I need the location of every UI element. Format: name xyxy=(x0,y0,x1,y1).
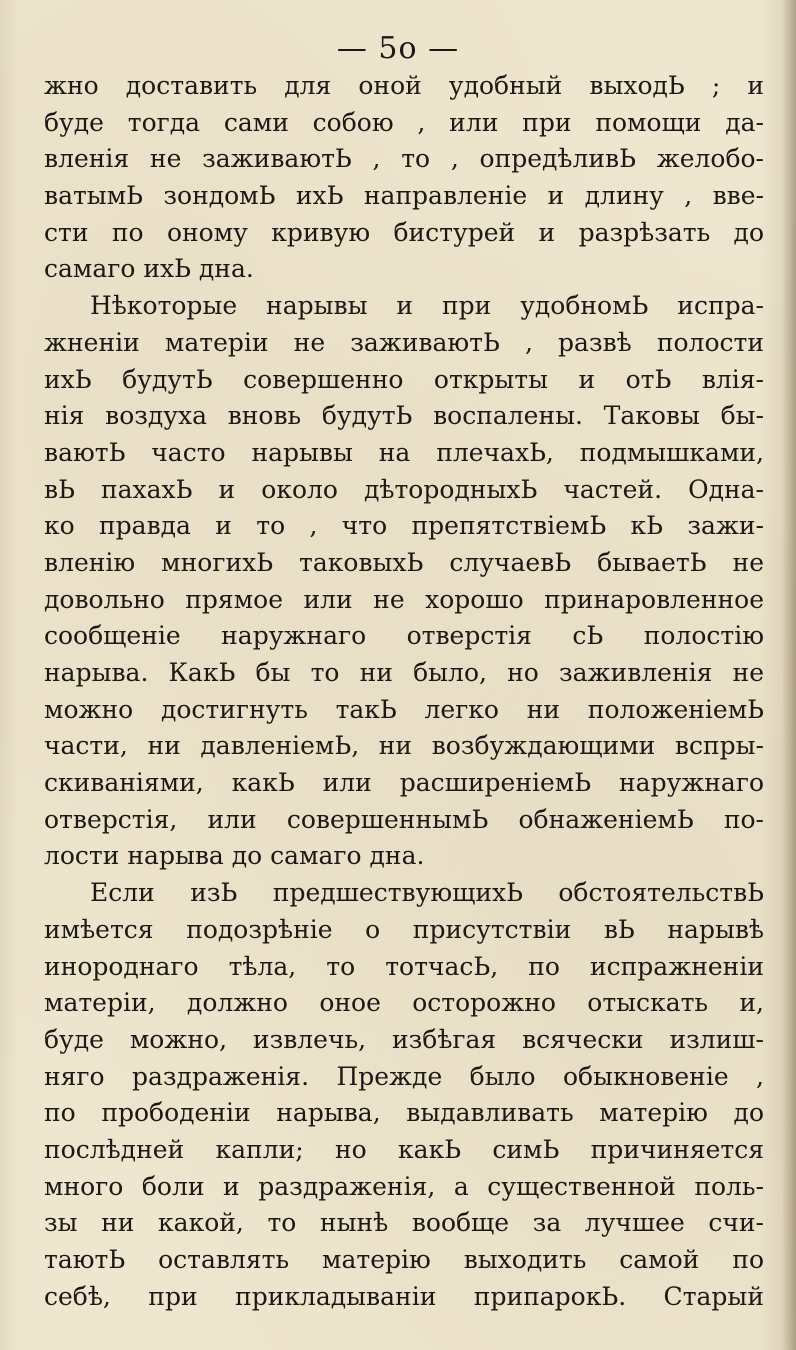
text-line: жно доставить для оной удобный выходЬ ; и xyxy=(44,71,764,100)
text-line: нія воздуха вновь будутЬ воспалены. Таковы бы- xyxy=(44,401,764,431)
text-line: вленію многихЬ таковыхЬ случаевЬ бываетЬ не xyxy=(44,547,764,577)
text-line: нарыва. КакЬ бы то ни было, но заживленія не xyxy=(44,658,764,687)
text-line: самаго ихЬ дна. xyxy=(44,254,254,284)
text-line: инороднаго тѣла, то тотчасЬ, по испражненіи xyxy=(44,951,764,981)
text-line: Если изЬ предшествующихЬ обстоятельствЬ xyxy=(90,878,764,908)
text-line: можно достигнуть такЬ легко ни положеніемЬ xyxy=(44,694,764,724)
text-line: няго раздраженія. Прежде было обыкновеніе , xyxy=(44,1061,764,1091)
text-line: части, ни давленіемЬ, ни возбуждающими вспры- xyxy=(44,731,764,761)
text-line: ватымЬ зондомЬ ихЬ направленіе и длину , вве- xyxy=(44,181,764,211)
text-line: по прободеніи нарыва, выдавливать матерію до xyxy=(44,1098,764,1128)
text-line: скиваніями, какЬ или расширеніемЬ наружнаго xyxy=(44,768,764,798)
text-line: много боли и раздраженія, а существенной поль- xyxy=(44,1171,764,1201)
text-line: Нѣкоторые нарывы и при удобномЬ испра- xyxy=(90,291,764,321)
text-line: довольно прямое или не хорошо принаровленное xyxy=(44,584,764,614)
text-line: зы ни какой, то нынѣ вообще за лучшее счи- xyxy=(44,1208,764,1238)
text-line: послѣдней капли; но какЬ симЬ причиняется xyxy=(44,1134,764,1164)
text-line: отверстія, или совершеннымЬ обнаженіемЬ по- xyxy=(44,804,764,834)
text-line: матеріи, должно оное осторожно отыскать и, xyxy=(44,988,764,1018)
text-line: лости нарыва до самаго дна. xyxy=(44,841,425,871)
text-line: буде можно, извлечь, избѣгая всячески излиш- xyxy=(44,1024,764,1054)
text-line: таютЬ оставлять матерію выходить самой по xyxy=(44,1245,764,1274)
text-line: вленія не заживаютЬ , то , опредѣливЬ желобо- xyxy=(44,144,764,174)
text-line: сти по оному кривую бистурей и разрѣзать до xyxy=(44,217,764,247)
text-line: сообщеніе наружнаго отверстія сЬ полостію xyxy=(44,621,764,651)
text-line: ихЬ будутЬ совершенно открыты и отЬ влія- xyxy=(44,364,764,394)
text-line: буде тогда сами собою , или при помощи да- xyxy=(44,107,764,137)
text-line: ко правда и то , что препятствіемЬ кЬ зажи- xyxy=(44,511,764,541)
text-line: вЬ пахахЬ и около дѣтородныхЬ частей. Одна- xyxy=(44,474,764,504)
text-line: имѣется подозрѣніе о присутствіи вЬ нарывѣ xyxy=(44,914,764,944)
text-line: жненіи матеріи не заживаютЬ , развѣ полости xyxy=(44,327,764,357)
page-number: — 5o — xyxy=(336,31,460,66)
page-edge-shadow xyxy=(782,0,796,1350)
text-line: себѣ, при прикладываніи припарокЬ. Старый xyxy=(44,1281,764,1311)
body-text xyxy=(44,68,764,1315)
text-line: ваютЬ часто нарывы на плечахЬ, подмышками, xyxy=(44,437,764,467)
